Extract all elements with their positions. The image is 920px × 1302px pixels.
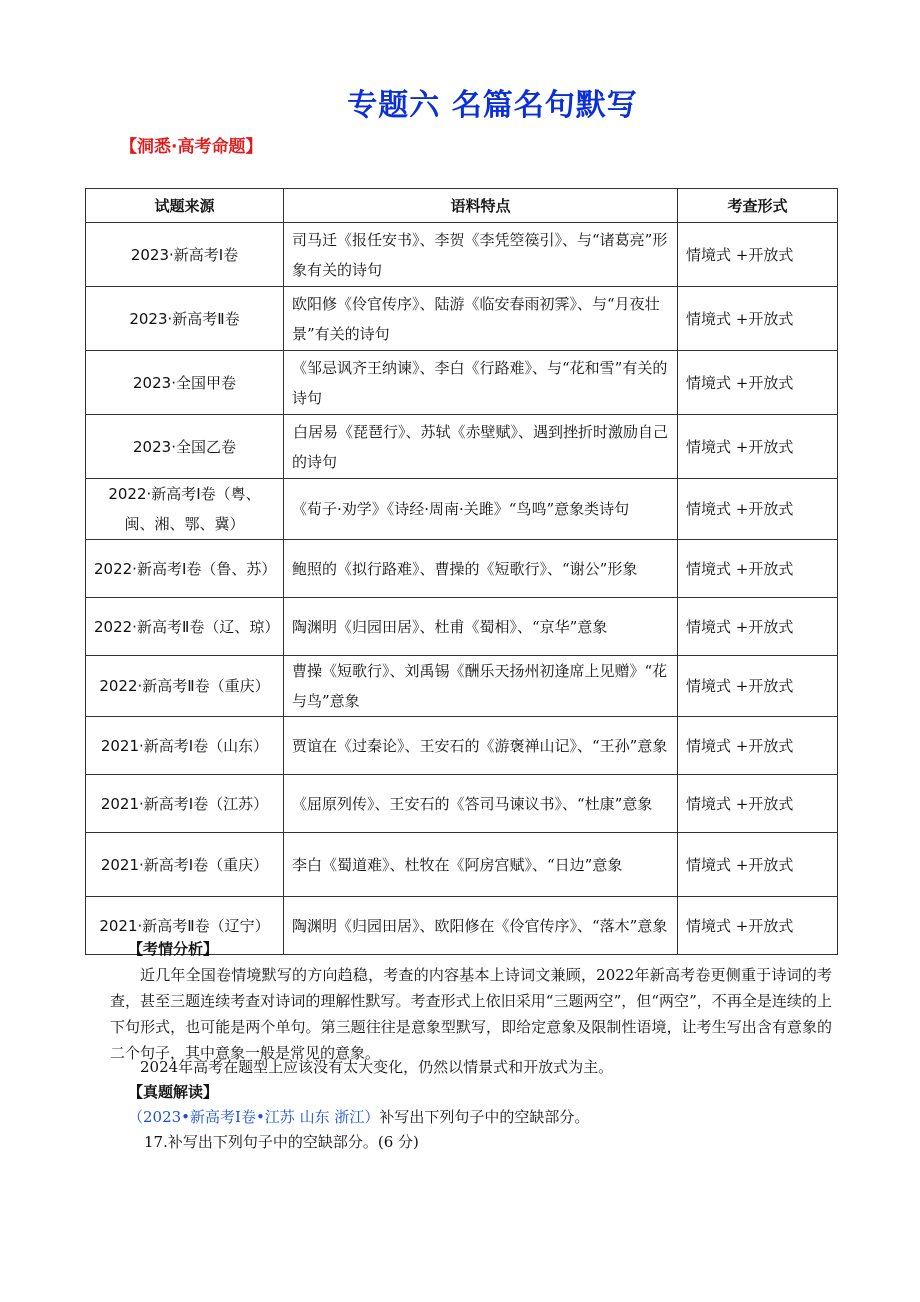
table-row xyxy=(86,775,838,833)
source-cell: 2022·新高考Ⅱ卷（重庆） xyxy=(86,656,284,717)
table-row xyxy=(86,351,838,415)
feature-cell: 陶渊明《归园田居》、杜甫《蜀相》、“京华”意象 xyxy=(284,598,678,656)
feature-cell: 李白《蜀道难》、杜牧在《阿房宫赋》、“日边”意象 xyxy=(284,833,678,897)
source-cell: 2023·新高考Ⅰ卷 xyxy=(86,223,284,287)
form-cell: 情境式 +开放式 xyxy=(678,833,838,897)
source-cell: 2023·新高考Ⅱ卷 xyxy=(86,287,284,351)
feature-cell: 司马迁《报任安书》、李贺《李凭箜篌引》、与“诸葛亮”形象有关的诗句 xyxy=(284,223,678,287)
source-cell: 2021·新高考Ⅰ卷（山东） xyxy=(86,717,284,775)
exam-source-table xyxy=(85,188,838,955)
analysis-paragraph-1: 近几年全国卷情境默写的方向趋稳，考查的内容基本上诗词文兼顾，2022年新高考卷更侧重于诗词的考查，甚至三题连续考查对诗词的理解性默写。考查形式上依旧采用“三题两空”，但“两空”，不再全是连续的上下句形式，也可能是两个单句。第三题往往是意象型默写，即给定意象及限制性语境，让考生写出含有意象的二个句子，其中意象一般是常见的意象。 xyxy=(110,966,832,1062)
feature-cell: 欧阳修《伶官传序》、陆游《临安春雨初霁》、与“月夜壮景”有关的诗句 xyxy=(284,287,678,351)
feature-cell: 陶渊明《归园田居》、欧阳修在《伶官传序》、“落木”意象 xyxy=(284,897,678,955)
table-row xyxy=(86,415,838,479)
question-source-label: （2023•新高考Ⅰ卷•江苏 山东 浙江） xyxy=(128,1108,380,1126)
table-row xyxy=(86,287,838,351)
table-row xyxy=(86,833,838,897)
form-cell: 情境式 +开放式 xyxy=(678,415,838,479)
feature-cell: 贾谊在《过秦论》、王安石的《游褒禅山记》、“王孙”意象 xyxy=(284,717,678,775)
feature-cell: 《荀子·劝学》《诗经·周南·关雎》“鸟鸣”意象类诗句 xyxy=(284,479,678,540)
question-source-line xyxy=(128,1106,589,1127)
form-cell: 情境式 +开放式 xyxy=(678,897,838,955)
form-cell: 情境式 +开放式 xyxy=(678,223,838,287)
question-17: 17.补写出下列句子中的空缺部分。(6 分) xyxy=(144,1133,419,1151)
form-cell: 情境式 +开放式 xyxy=(678,351,838,415)
feature-cell: 白居易《琵琶行》、苏轼《赤壁赋》、遇到挫折时激励自己的诗句 xyxy=(284,415,678,479)
form-cell: 情境式 +开放式 xyxy=(678,656,838,717)
table-header-row xyxy=(86,189,838,223)
source-cell: 2021·新高考Ⅰ卷（重庆） xyxy=(86,833,284,897)
table-row xyxy=(86,223,838,287)
form-cell: 情境式 +开放式 xyxy=(678,775,838,833)
table-row xyxy=(86,656,838,717)
feature-cell: 鲍照的《拟行路难》、曹操的《短歌行》、“谢公”形象 xyxy=(284,540,678,598)
source-cell: 2022·新高考Ⅰ卷（鲁、苏） xyxy=(86,540,284,598)
source-cell: 2023·全国乙卷 xyxy=(86,415,284,479)
header-feature: 语料特点 xyxy=(284,189,678,223)
analysis-header: 【考情分析】 xyxy=(128,940,219,958)
analysis-paragraph-2: 2024年高考在题型上应该没有太大变化，仍然以情景式和开放式为主。 xyxy=(140,1058,614,1076)
section-header-exam-topics: 【洞悉·高考命题】 xyxy=(120,137,263,157)
form-cell: 情境式 +开放式 xyxy=(678,287,838,351)
table-row xyxy=(86,479,838,540)
question-source-suffix: 补写出下列句子中的空缺部分。 xyxy=(379,1108,590,1126)
feature-cell: 《邹忌讽齐王纳谏》、李白《行路难》、与“花和雪”有关的诗句 xyxy=(284,351,678,415)
form-cell: 情境式 +开放式 xyxy=(678,717,838,775)
source-cell: 2022·新高考Ⅱ卷（辽、琼） xyxy=(86,598,284,656)
table-row xyxy=(86,717,838,775)
source-cell: 2022·新高考Ⅰ卷（粤、闽、湘、鄂、冀） xyxy=(86,479,284,540)
form-cell: 情境式 +开放式 xyxy=(678,479,838,540)
form-cell: 情境式 +开放式 xyxy=(678,598,838,656)
source-cell: 2021·新高考Ⅱ卷（辽宁） xyxy=(86,897,284,955)
feature-cell: 曹操《短歌行》、刘禹锡《酬乐天扬州初逢席上见赠》“花与鸟”意象 xyxy=(284,656,678,717)
header-source: 试题来源 xyxy=(86,189,284,223)
page-title: 专题六 名篇名句默写 xyxy=(347,88,638,123)
source-cell: 2023·全国甲卷 xyxy=(86,351,284,415)
source-cell: 2021·新高考Ⅰ卷（江苏） xyxy=(86,775,284,833)
table-row xyxy=(86,540,838,598)
table-row xyxy=(86,598,838,656)
feature-cell: 《屈原列传》、王安石的《答司马谏议书》、“杜康”意象 xyxy=(284,775,678,833)
real-questions-header: 【真题解读】 xyxy=(128,1083,219,1101)
header-form: 考查形式 xyxy=(678,189,838,223)
form-cell: 情境式 +开放式 xyxy=(678,540,838,598)
